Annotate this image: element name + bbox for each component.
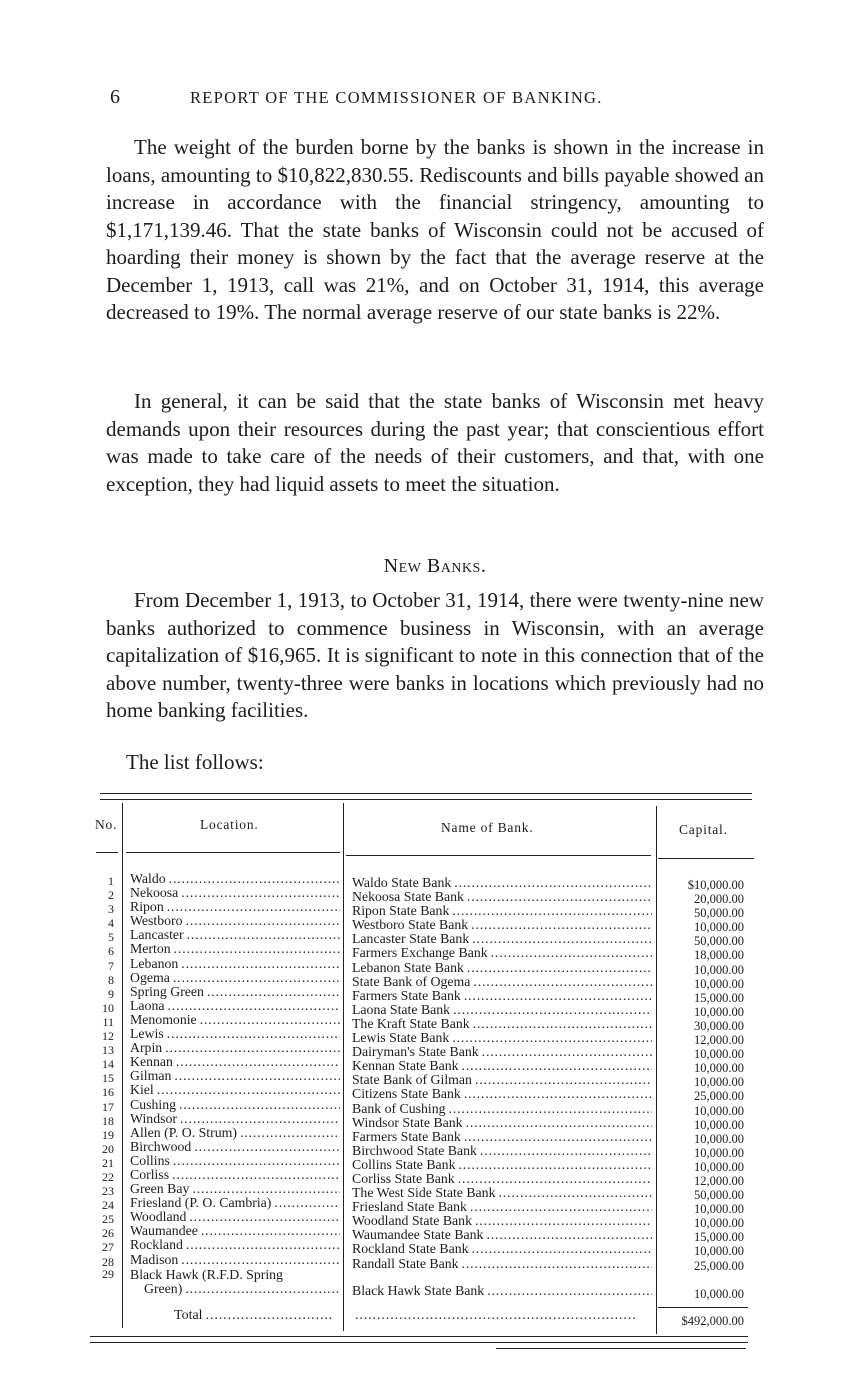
bank-text: Nekoosa State Bank: [352, 890, 464, 905]
location-cell: [130, 1140, 340, 1154]
location-text: Windsor: [130, 1111, 177, 1126]
location-cell: [130, 1154, 340, 1168]
bank-text: Lancaster State Bank: [352, 932, 470, 947]
column-divider: [656, 806, 657, 1334]
capital-cell: 10,000.00: [694, 920, 744, 935]
table-top-rule: [100, 793, 752, 794]
row-number: 3: [108, 902, 114, 917]
header-bottom-rule: [346, 855, 651, 856]
capital-cell: 30,000.00: [694, 1018, 744, 1033]
row-number: 15: [102, 1071, 114, 1086]
dot-leader: [178, 886, 340, 900]
bank-text: Lebanon State Bank: [352, 960, 464, 975]
row-number: 26: [102, 1226, 114, 1241]
dot-leader: [449, 1031, 652, 1045]
location-cell: [130, 914, 340, 928]
bank-cell: [352, 904, 652, 918]
dot-leader: [477, 1144, 652, 1158]
dot-leader: [461, 1130, 652, 1144]
row-number: 17: [102, 1099, 114, 1114]
capital-cell: 10,000.00: [694, 1075, 744, 1090]
location-cell: [130, 1098, 340, 1112]
bank-text: Waldo State Bank: [352, 876, 452, 890]
location-text: Waldo: [130, 872, 166, 886]
location-text: Waumandee: [130, 1224, 198, 1239]
dot-leader: [171, 1069, 340, 1083]
dot-leader: [186, 1210, 340, 1224]
row-number: 9: [108, 986, 114, 1001]
dot-leader: [468, 918, 652, 932]
row-number: 24: [102, 1198, 114, 1213]
header-bottom-rule: [658, 858, 754, 859]
location-text: Madison: [130, 1252, 179, 1267]
location-text: Laona: [130, 998, 165, 1013]
dot-leader: [484, 1284, 652, 1298]
location-text: Lancaster: [130, 928, 184, 943]
bank-text: The Kraft State Bank: [352, 1016, 470, 1031]
table-bottom-rule: [90, 1336, 748, 1337]
capital-cell: 25,000.00: [694, 1089, 744, 1104]
capital-cell: 10,000.00: [694, 1202, 744, 1217]
bank-text: Collins State Bank: [352, 1157, 456, 1172]
capital-cell: 15,000.00: [694, 1230, 744, 1245]
dot-leader: [271, 1196, 340, 1210]
row-number: 2: [108, 888, 114, 903]
capital-cell: 10,000.00: [694, 1103, 744, 1118]
bank-cell: [352, 1116, 652, 1130]
bank-cell: [352, 1059, 652, 1073]
dot-leader: [446, 1102, 652, 1116]
location-cell: [130, 886, 340, 900]
row-number: 16: [102, 1085, 114, 1100]
dot-leader: [177, 1112, 340, 1126]
capital-cell: 10,000.00: [694, 962, 744, 977]
location-text: Lebanon: [130, 956, 179, 971]
capital-cell: 12,000.00: [694, 1173, 744, 1188]
column-divider: [343, 803, 344, 1331]
dot-leader: [162, 1041, 340, 1055]
row-number: 6: [108, 944, 114, 959]
bank-text: Farmers State Bank: [352, 1129, 461, 1144]
bank-text: Corliss State Bank: [352, 1171, 455, 1186]
bank-text: Waumandee State Bank: [352, 1228, 484, 1243]
table-top-rule-2: [100, 799, 752, 800]
location-cell: [130, 1083, 340, 1097]
bank-cell: [352, 890, 652, 904]
row-number: 21: [102, 1155, 114, 1170]
dot-leader: [189, 1182, 340, 1196]
location-text: Woodland: [130, 1210, 187, 1225]
dot-leader: [204, 985, 340, 999]
row-29-number: 29: [102, 1267, 114, 1281]
row-number: 19: [102, 1127, 114, 1142]
location-cell: [130, 985, 340, 999]
bank-text: Farmers Exchange Bank: [352, 946, 488, 961]
dot-leader: [170, 1154, 340, 1168]
row-number: 11: [102, 1014, 114, 1029]
dot-leader: [164, 999, 340, 1013]
location-text: Kiel: [130, 1083, 154, 1098]
location-cell: [130, 1182, 340, 1196]
header-bottom-rule: [96, 852, 118, 853]
bank-text: Dairyman's State Bank: [352, 1045, 479, 1060]
bank-cell: [352, 989, 652, 1003]
location-cell: [130, 942, 340, 956]
bank-text: Rockland State Bank: [352, 1242, 469, 1257]
capital-cell: 50,000.00: [694, 906, 744, 921]
dot-leader: [164, 900, 340, 914]
dot-leader: [463, 1116, 652, 1130]
row-number: 1: [108, 874, 114, 888]
paragraph-burden: [106, 134, 764, 327]
location-line-1: Black Hawk (R.F.D. Spring: [130, 1268, 283, 1282]
column-divider: [122, 803, 123, 1328]
bank-cell: [352, 1102, 652, 1116]
bank-cell: [352, 918, 652, 932]
row-29-capital: 10,000.00: [694, 1287, 744, 1301]
bank-text: Windsor State Bank: [352, 1115, 463, 1130]
bank-cell: [352, 961, 652, 975]
dot-leader: [170, 971, 340, 985]
bank-text: Westboro State Bank: [352, 918, 469, 933]
row-number: 27: [102, 1240, 114, 1255]
row-number: 7: [108, 958, 114, 973]
location-text: Cushing: [130, 1097, 176, 1112]
bank-cell: [352, 1017, 652, 1031]
bank-cell: [352, 975, 652, 989]
column-header-location: Location.: [200, 817, 259, 832]
dot-leader: [488, 946, 652, 960]
bank-cell: [352, 1257, 652, 1271]
row-number: 23: [102, 1184, 114, 1199]
bank-cell: [352, 1158, 652, 1172]
location-text: Spring Green: [130, 984, 204, 999]
paragraph-text: From December 1, 1913, to October 31, 1914, there were twenty-nine new banks authorized to commence business in Wisconsin, with an average capitalization of $16,965. It is significant to note in this connection that of the above number, twenty-three were banks in locations which previously had no home banking facilities.: [106, 588, 764, 722]
location-text: Corliss: [130, 1167, 170, 1182]
location-cell: [130, 1196, 340, 1210]
bank-text: Citizens State Bank: [352, 1087, 461, 1102]
bank-cell: [352, 1003, 652, 1017]
bank-cell: [352, 1214, 652, 1228]
bank-cell: [352, 1130, 652, 1144]
table-bottom-rule-3: [496, 1348, 746, 1349]
table-bottom-rule-2: [90, 1342, 748, 1343]
dot-leader: [352, 1308, 648, 1324]
number-column: [92, 874, 114, 1269]
bank-text: Lewis State Bank: [352, 1031, 450, 1046]
row-number: 4: [108, 916, 114, 931]
dot-leader: [237, 1126, 340, 1140]
capital-cell: 10,000.00: [694, 1047, 744, 1062]
location-text: Rockland: [130, 1238, 183, 1253]
row-number: 10: [102, 1000, 114, 1015]
dot-leader: [178, 957, 340, 971]
section-title-new-banks: New Banks.: [383, 555, 487, 577]
location-text: Menomonie: [130, 1012, 197, 1027]
bank-cell: [352, 1087, 652, 1101]
location-cell: [130, 1069, 340, 1083]
dot-leader: [171, 942, 340, 956]
header-bottom-rule: [126, 852, 340, 853]
dot-leader: [470, 1017, 652, 1031]
bank-cell: [352, 1031, 652, 1045]
location-cell: [130, 1168, 340, 1182]
column-header-capital: Capital.: [679, 822, 728, 837]
bank-cell: [352, 1144, 652, 1158]
location-cell: [130, 971, 340, 985]
paragraph-text: The weight of the burden borne by the banks is shown in the increase in loans, amounting to $10,822,830.55. Rediscounts and bills payable showed an increase in accordance with the financial stringency, amounting to $1,171,139.46. That the state banks of Wisconsin could not be accused of hoarding their money is shown by the fact that the average reserve at the December 1, 1913, call was 21%, and on October 31, 1914, this average decreased to 19%. The normal average reserve of our state banks is 22%.: [106, 135, 764, 324]
dot-leader: [183, 1238, 340, 1252]
list-intro: The list follows:: [126, 750, 264, 774]
bank-text: Laona State Bank: [352, 1002, 451, 1017]
bank-cell: [352, 1045, 652, 1059]
dot-leader: [191, 1140, 340, 1154]
dot-leader: [166, 872, 340, 886]
paragraph-general: [106, 388, 764, 498]
location-cell: [130, 900, 340, 914]
dot-leader: [154, 1083, 340, 1097]
dot-leader: [203, 1308, 334, 1324]
dot-leader: [455, 1172, 652, 1186]
bank-cell: [352, 1228, 652, 1242]
capital-cell: 10,000.00: [694, 1131, 744, 1146]
dot-leader: [176, 1098, 340, 1112]
dot-leader: [472, 1214, 652, 1228]
total-label: [174, 1308, 334, 1324]
dot-leader: [450, 1003, 652, 1017]
paragraph-text: In general, it can be said that the state banks of Wisconsin met heavy demands upon their resources during the past year; that conscientious effort was made to take care of the needs of their customers, and that, with one exception, they had liquid assets to meet the situation.: [106, 389, 764, 496]
location-cell: [130, 1055, 340, 1069]
bank-cell: [352, 876, 652, 890]
location-text: Collins: [130, 1153, 170, 1168]
row-number: 18: [102, 1113, 114, 1128]
location-text: Merton: [130, 942, 171, 957]
running-title: REPORT OF THE COMMISSIONER OF BANKING.: [190, 88, 603, 107]
capital-cell: 15,000.00: [694, 990, 744, 1005]
location-text: Friesland (P. O. Cambria): [130, 1196, 272, 1211]
capital-cell: 10,000.00: [694, 1145, 744, 1160]
location-column: [130, 872, 340, 1267]
dot-leader: [461, 1087, 652, 1101]
total-capital: $492,000.00: [681, 1314, 744, 1328]
bank-cell: [352, 1284, 652, 1298]
capital-cell: 10,000.00: [694, 1004, 744, 1019]
location-text: Ogema: [130, 970, 170, 985]
bank-text: Randall State Bank: [352, 1256, 459, 1271]
location-cell: [130, 1210, 340, 1224]
location-cell: [130, 1112, 340, 1126]
column-header-no: No.: [95, 817, 118, 832]
location-text: Arpin: [130, 1041, 163, 1056]
dot-leader: [479, 1045, 652, 1059]
bank-text: State Bank of Ogema: [352, 974, 471, 989]
row-29-location: [130, 1268, 340, 1296]
bank-text: Friesland State Bank: [352, 1200, 467, 1215]
location-text: Westboro: [130, 914, 183, 929]
dot-leader: [182, 1282, 340, 1296]
capital-cell: 18,000.00: [694, 948, 744, 963]
dot-leader: [470, 975, 652, 989]
dot-leader: [483, 1228, 652, 1242]
bank-cell: [352, 1186, 652, 1200]
dot-leader: [173, 1055, 340, 1069]
bank-text: Black Hawk State Bank: [352, 1284, 485, 1298]
location-cell: [130, 872, 340, 886]
capital-column: [662, 878, 744, 1273]
dot-leader: [461, 989, 652, 1003]
location-text: Allen (P. O. Strum): [130, 1125, 237, 1140]
dot-leader: [464, 961, 652, 975]
capital-cell: 10,000.00: [694, 1159, 744, 1174]
capital-cell: 10,000.00: [694, 1061, 744, 1076]
bank-text: Farmers State Bank: [352, 988, 461, 1003]
row-number: 22: [102, 1169, 114, 1184]
row-number: 28: [102, 1254, 114, 1269]
dot-leader: [455, 1158, 652, 1172]
location-cell: [130, 928, 340, 942]
bank-cell: [352, 1242, 652, 1256]
bank-cell: [352, 1200, 652, 1214]
dot-leader: [467, 1200, 652, 1214]
bank-text: Ripon State Bank: [352, 904, 450, 919]
dot-leader: [459, 1257, 652, 1271]
location-cell: [130, 1041, 340, 1055]
location-text: Green Bay: [130, 1182, 190, 1197]
capital-cell: 50,000.00: [694, 934, 744, 949]
capital-cell: 10,000.00: [694, 976, 744, 991]
location-cell: [130, 1238, 340, 1252]
location-text: Nekoosa: [130, 886, 179, 901]
location-cell: [130, 1253, 340, 1267]
bank-text: State Bank of Gilman: [352, 1073, 472, 1088]
location-text: Green): [144, 1282, 183, 1297]
total-bank-cell: [352, 1308, 648, 1324]
location-line-2: [130, 1282, 340, 1296]
row-number: 25: [102, 1212, 114, 1227]
row-number: 5: [108, 930, 114, 945]
dot-leader: [449, 904, 652, 918]
total-leader: [352, 1308, 648, 1324]
location-cell: [130, 999, 340, 1013]
bank-cell: [352, 932, 652, 946]
paragraph-new-banks: [106, 587, 764, 725]
total-text: Total: [174, 1308, 203, 1323]
dot-leader: [178, 1253, 340, 1267]
location-cell: [130, 1126, 340, 1140]
row-number: 13: [102, 1043, 114, 1058]
row-number: 8: [108, 972, 114, 987]
capital-cell: 25,000.00: [694, 1258, 744, 1273]
dot-leader: [183, 914, 340, 928]
dot-leader: [451, 876, 652, 890]
capital-cell: 10,000.00: [694, 1216, 744, 1231]
page-header: [108, 86, 760, 112]
total-label-cell: [174, 1308, 334, 1324]
row-number: 12: [102, 1029, 114, 1044]
location-cell: [130, 1224, 340, 1238]
bank-text: Birchwood State Bank: [352, 1143, 477, 1158]
dot-leader: [464, 890, 652, 904]
row-number: 14: [102, 1057, 114, 1072]
dot-leader: [184, 928, 340, 942]
dot-leader: [469, 932, 652, 946]
bank-column: [352, 876, 652, 1271]
bank-text: The West Side State Bank: [352, 1186, 496, 1201]
bank-text: Bank of Cushing: [352, 1101, 446, 1116]
location-text: Ripon: [130, 900, 164, 915]
row-number: 20: [102, 1141, 114, 1156]
page-number: 6: [110, 86, 121, 108]
column-header-bank: Name of Bank.: [441, 820, 534, 835]
bank-cell: [352, 1073, 652, 1087]
total-top-rule: [658, 1307, 748, 1308]
bank-cell: [352, 946, 652, 960]
bank-text: Kennan State Bank: [352, 1059, 459, 1074]
location-cell: [130, 1013, 340, 1027]
dot-leader: [198, 1224, 340, 1238]
capital-cell: 10,000.00: [694, 1244, 744, 1259]
location-text: Gilman: [130, 1069, 172, 1084]
capital-cell: $10,000.00: [687, 878, 744, 892]
dot-leader: [169, 1168, 340, 1182]
capital-cell: 20,000.00: [694, 892, 744, 907]
bank-text: Woodland State Bank: [352, 1214, 472, 1229]
bank-cell: [352, 1172, 652, 1186]
dot-leader: [459, 1059, 652, 1073]
capital-cell: 50,000.00: [694, 1188, 744, 1203]
dot-leader: [495, 1186, 652, 1200]
dot-leader: [469, 1242, 653, 1256]
capital-cell: 12,000.00: [694, 1033, 744, 1048]
location-text: Lewis: [130, 1027, 164, 1042]
location-text: Kennan: [130, 1055, 173, 1070]
dot-leader: [472, 1073, 652, 1087]
location-text: Birchwood: [130, 1139, 192, 1154]
row-29-bank: [352, 1284, 652, 1298]
dot-leader: [197, 1013, 340, 1027]
dot-leader: [164, 1027, 340, 1041]
location-cell: [130, 957, 340, 971]
capital-cell: 10,000.00: [694, 1117, 744, 1132]
location-cell: [130, 1027, 340, 1041]
